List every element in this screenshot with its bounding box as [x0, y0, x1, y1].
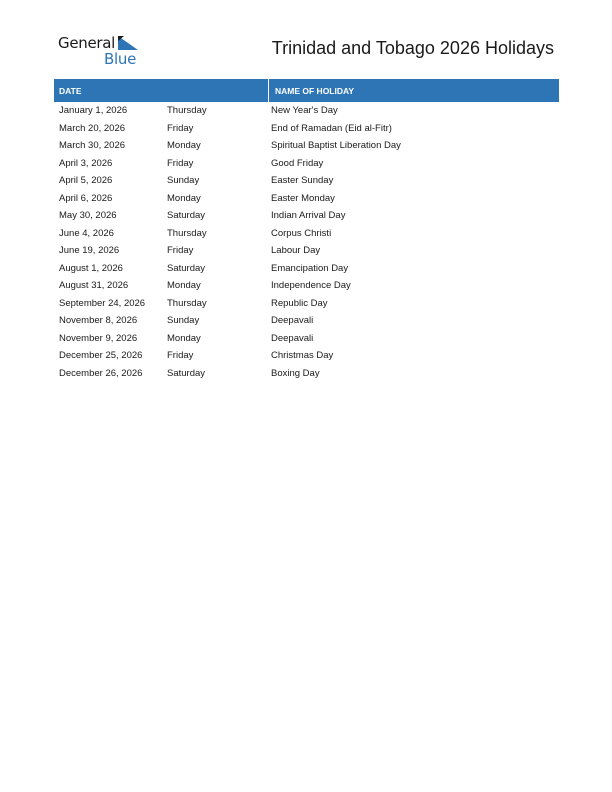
holiday-date: August 31, 2026 [59, 280, 129, 292]
holiday-date: September 24, 2026 [59, 297, 146, 309]
holiday-name: Indian Arrival Day [271, 210, 346, 222]
holiday-date: April 3, 2026 [59, 157, 113, 169]
table-row [54, 102, 559, 120]
holiday-weekday: Saturday [167, 262, 206, 274]
holiday-date: November 9, 2026 [59, 332, 138, 344]
holiday-date: April 6, 2026 [59, 192, 113, 204]
holiday-name: Emancipation Day [271, 262, 349, 274]
holiday-name: Boxing Day [271, 367, 320, 379]
holiday-name: Easter Sunday [271, 175, 334, 187]
holiday-weekday: Friday [167, 157, 194, 169]
table-body [54, 102, 559, 382]
holiday-name: Easter Monday [271, 192, 335, 204]
holiday-name: Labour Day [271, 245, 321, 257]
logo-word-general: General [58, 34, 116, 52]
holiday-weekday: Monday [167, 332, 201, 344]
table-row [54, 312, 559, 330]
table-row [54, 347, 559, 365]
holiday-date: December 26, 2026 [59, 367, 143, 379]
table-row [54, 260, 559, 278]
holiday-weekday: Thursday [167, 105, 207, 117]
holiday-weekday: Monday [167, 140, 201, 152]
page-title: Trinidad and Tobago 2026 Holidays [271, 38, 554, 58]
logo-triangle-icon [118, 36, 138, 50]
holiday-name: Good Friday [271, 157, 324, 169]
column-header-holiday-name: NAME OF HOLIDAY [275, 85, 355, 96]
holiday-weekday: Friday [167, 122, 194, 134]
table-row [54, 207, 559, 225]
table-header [54, 79, 559, 102]
holiday-name: Spiritual Baptist Liberation Day [271, 140, 401, 152]
table-row [54, 295, 559, 313]
holiday-name: New Year's Day [271, 105, 338, 117]
holiday-date: August 1, 2026 [59, 262, 123, 274]
holiday-date: November 8, 2026 [59, 315, 138, 327]
holiday-name: Deepavali [271, 315, 314, 327]
holiday-date: June 19, 2026 [59, 245, 120, 257]
table-row [54, 120, 559, 138]
holiday-name: Corpus Christi [271, 227, 332, 239]
holiday-date: January 1, 2026 [59, 105, 128, 117]
column-header-date: DATE [54, 79, 269, 102]
table-row [54, 137, 559, 155]
holiday-weekday: Saturday [167, 210, 206, 222]
holiday-weekday: Monday [167, 280, 201, 292]
holiday-weekday: Sunday [167, 175, 200, 187]
holiday-name: Deepavali [271, 332, 314, 344]
holiday-name: End of Ramadan (Eid al-Fitr) [271, 122, 392, 134]
table-row [54, 277, 559, 295]
table-row [54, 190, 559, 208]
logo-word-blue: Blue [104, 50, 136, 68]
table-row [54, 365, 559, 383]
table-row [54, 155, 559, 173]
holiday-weekday: Friday [167, 245, 194, 257]
table-row [54, 172, 559, 190]
holiday-weekday: Saturday [167, 367, 206, 379]
holiday-weekday: Sunday [167, 315, 200, 327]
holiday-date: April 5, 2026 [59, 175, 113, 187]
holiday-name: Independence Day [271, 280, 351, 292]
table-row [54, 242, 559, 260]
table-row [54, 225, 559, 243]
holiday-date: June 4, 2026 [59, 227, 114, 239]
generalblue-logo [58, 34, 148, 68]
holiday-weekday: Friday [167, 350, 194, 362]
holiday-name: Christmas Day [271, 350, 334, 362]
table-row [54, 330, 559, 348]
holiday-date: December 25, 2026 [59, 350, 143, 362]
holidays-table [54, 79, 559, 382]
holiday-weekday: Thursday [167, 227, 207, 239]
holiday-date: May 30, 2026 [59, 210, 117, 222]
holiday-name: Republic Day [271, 297, 328, 309]
holiday-date: March 30, 2026 [59, 140, 126, 152]
holiday-date: March 20, 2026 [59, 122, 126, 134]
holiday-weekday: Thursday [167, 297, 207, 309]
holiday-weekday: Monday [167, 192, 201, 204]
